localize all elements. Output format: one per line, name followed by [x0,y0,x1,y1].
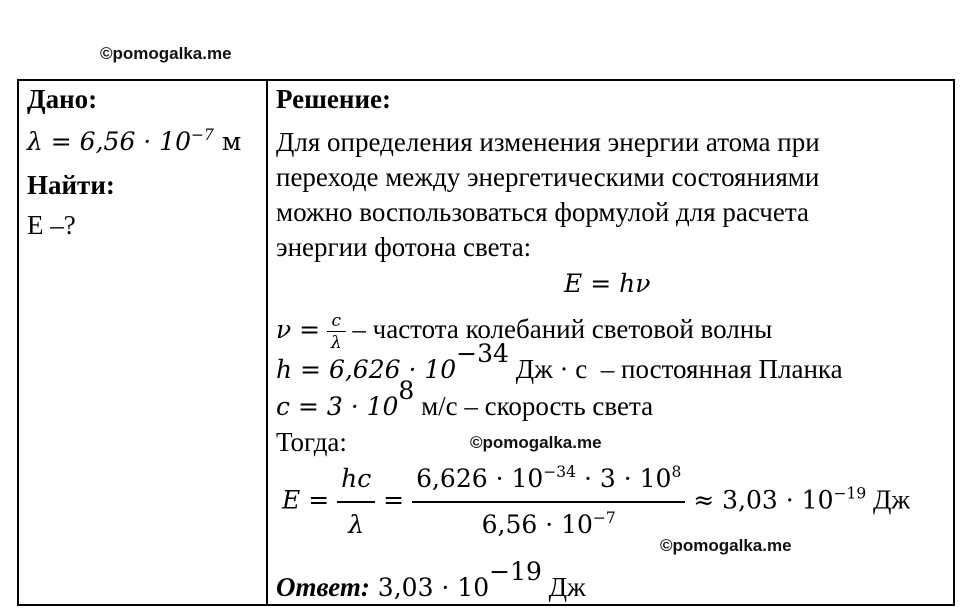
solution-line-4: энергии фотона света: [276,232,532,262]
frequency-denominator: λ [330,332,342,353]
calc-lhs: E = [282,485,330,515]
solution-line-2: переходе между энергетическими состояниями [276,162,820,192]
planck-exp: −34 [456,338,509,368]
solution-line-1: Для определения изменения энергии атома при [276,127,820,157]
given-lambda-unit: м [213,127,242,156]
calc-num-exp-1: −34 [543,462,577,481]
planck-unit: Дж · с [508,354,588,384]
answer-label: Ответ: [276,572,370,602]
calc-fraction-numeric-den [412,503,685,545]
solution-heading: Решение: [276,84,391,114]
unknown-energy: Е –? [27,210,76,240]
calc-result: ≈ 3,03 · 10 [693,485,834,515]
planck-description: – постоянная Планка [587,354,843,384]
energy-calculation [282,459,910,545]
answer-exp: −19 [489,556,542,586]
calc-fraction-symbolic-den: λ [348,510,365,539]
given-lambda-exp: −7 [191,125,214,144]
answer-unit: Дж [541,572,586,602]
planck-value: h = 6,626 · 10 [276,355,457,384]
calc-den-value: 6,56 · 10 [481,510,593,539]
formula-energy: E = hν [564,269,651,298]
frequency-numerator: c [327,312,346,332]
given-lambda [27,126,241,158]
calc-num-part-b: · 3 · 10 [576,464,672,493]
calc-result-exp: −19 [833,484,867,503]
frequency-lhs: ν = [276,315,321,344]
calc-den-exp: −7 [592,508,616,527]
calc-fraction-numeric [412,459,685,545]
solution-line-3: можно воспользоваться формулой для расчета [276,197,809,227]
watermark-middle: ©pomogalka.me [470,433,602,452]
find-heading: Найти: [27,170,115,200]
given-lambda-value: λ = 6,56 · 10 [27,127,192,156]
watermark-bottom: ©pomogalka.me [660,536,792,555]
planck-constant [276,338,843,386]
calc-result-unit: Дж [866,484,911,515]
then-label: Тогда: [276,427,347,457]
light-speed-description: – скорость света [457,391,654,421]
light-speed-unit: м/с [414,391,458,421]
frequency-fraction [327,312,346,352]
light-speed-exp: 8 [398,375,415,405]
formula-frequency [276,307,772,352]
calc-fraction-symbolic-num: hc [337,459,375,503]
calc-num-exp-2: 8 [671,462,682,481]
calc-num-part-a: 6,626 · 10 [416,464,544,493]
calc-equals: = [383,485,405,515]
column-divider [266,81,268,604]
calc-fraction-numeric-num [412,459,685,503]
answer-value: 3,03 · 10 [369,573,490,602]
solution-table [17,79,955,606]
answer-line [276,556,586,604]
watermark-top: ©pomogalka.me [100,44,232,63]
calc-fraction-symbolic [337,459,375,545]
light-speed [276,375,654,423]
frequency-description: – частота колебаний световой волны [345,314,773,344]
light-speed-value: c = 3 · 10 [276,392,399,421]
given-heading: Дано: [27,84,98,114]
